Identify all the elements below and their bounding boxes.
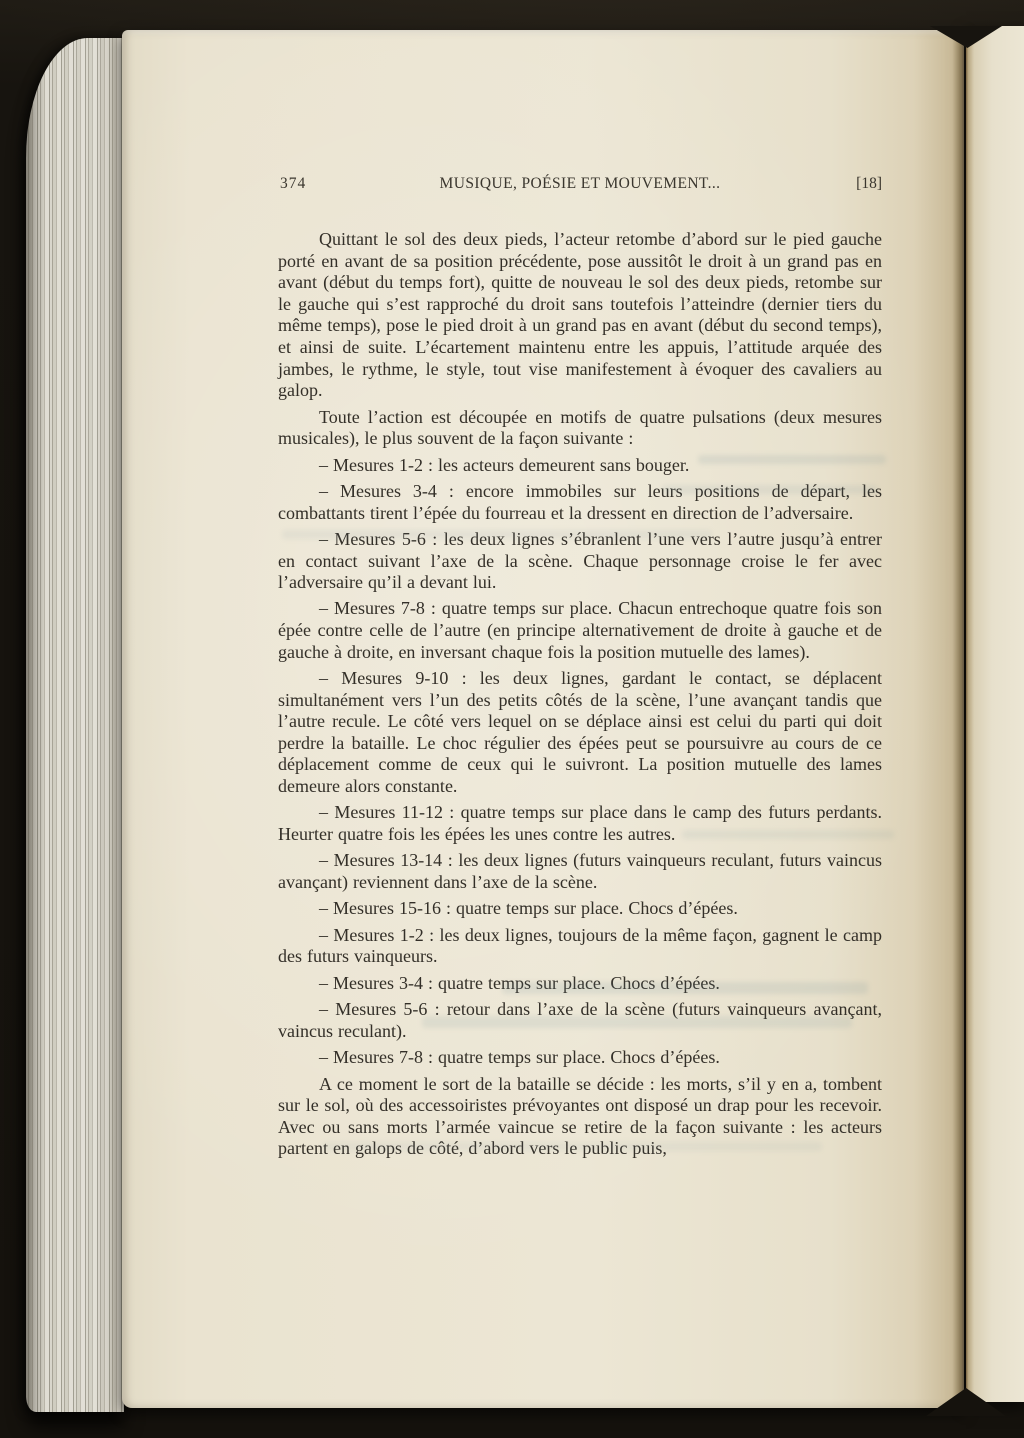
paragraph: – Mesures 3-4 : encore immobiles sur leurs positions de départ, les combattants tirent l’épée du fourreau et la dressent en direction de l’adversaire. xyxy=(278,480,882,523)
running-title: MUSIQUE, POÉSIE ET MOUVEMENT... xyxy=(439,175,721,192)
page-stack-fore-edge xyxy=(26,38,124,1412)
paragraph: – Mesures 7-8 : quatre temps sur place. Chacun entrechoque quatre fois son épée contre celle de l’autre (en principe alternativement de droite à gauche et de gauche à droite, en inversant chaque fois la position mutuelle des lames). xyxy=(278,598,882,662)
paragraph: – Mesures 13-14 : les deux lignes (futurs vainqueurs reculant, futurs vaincus avançant) reviennent dans l’axe de la scène. xyxy=(278,850,882,892)
paragraph: – Mesures 11-12 : quatre temps sur place dans le camp des futurs perdants. Heurter quatre fois les épées les unes contre les autres. xyxy=(278,802,882,845)
paragraph: Quittant le sol des deux pieds, l’acteur retombe d’abord sur le pied gauche porté en avant de sa position précédente, pose aussitôt le droit à un grand pas en avant (début du temps fort), quitte de nouveau le sol des deux pieds, retombe sur le gauche qui s’est rapproché du droit sans toutefois l’atteindre (dernier tiers du même temps), pose le pied droit à un grand pas en avant (début du second temps), et ainsi de suite. L’écartement maintenu entre les appuis, l’attitude arquée des jambes, le rythme, le style, tout vise manifestement à évoquer des cavaliers au galop. xyxy=(278,229,882,401)
paragraph: – Mesures 1-2 : les deux lignes, toujours de la même façon, gagnent le camp des futurs vainqueurs. xyxy=(278,924,882,967)
running-head xyxy=(278,174,882,196)
paragraph: – Mesures 7-8 : quatre temps sur place. Chocs d’épées. xyxy=(319,1047,720,1068)
page-number: 374 xyxy=(280,175,307,192)
paragraph: – Mesures 1-2 : les acteurs demeurent sans bouger. xyxy=(319,454,690,475)
body-text xyxy=(278,229,882,1160)
paragraph: – Mesures 3-4 : quatre temps sur place. Chocs d’épées. xyxy=(319,972,720,993)
paragraph: A ce moment le sort de la bataille se décide : les morts, s’il y en a, tombent sur le sol, où des accessoiristes prévoyantes ont disposé un drap pour les recevoir. Avec ou sans morts l’armée vaincue se retire de la façon suivante : les acteurs partent en galops de côté, d’abord vers le public puis, xyxy=(278,1073,882,1159)
paragraph: – Mesures 5-6 : retour dans l’axe de la scène (futurs vainqueurs avançant, vaincus reculant). xyxy=(278,999,882,1041)
paragraph: Toute l’action est découpée en motifs de quatre pulsations (deux mesures musicales), le plus souvent de la façon suivante : xyxy=(278,406,882,449)
paragraph: – Mesures 9-10 : les deux lignes, gardant le contact, se déplacent simultanément vers l’un des petits côtés de la scène, l’une avançant tandis que l’autre recule. Le côté vers lequel on se déplace ainsi est celui du parti qui doit perdre la bataille. Le choc régulier des épées peut se poursuivre au cours de ce déplacement comme de ceux qui le suivront. La position mutuelle des lames demeure alors constante. xyxy=(278,668,882,797)
book-page xyxy=(122,30,964,1408)
facing-page-sliver xyxy=(966,26,1024,1402)
paragraph: – Mesures 5-6 : les deux lignes s’ébranlent l’une vers l’autre jusqu’à entrer en contact suivant l’axe de la scène. Chaque personnage croise le fer avec l’adversaire qu’il a devant lui. xyxy=(278,528,882,593)
paragraph: – Mesures 15-16 : quatre temps sur place. Chocs d’épées. xyxy=(319,898,738,919)
folio-mark: [18] xyxy=(856,175,882,192)
